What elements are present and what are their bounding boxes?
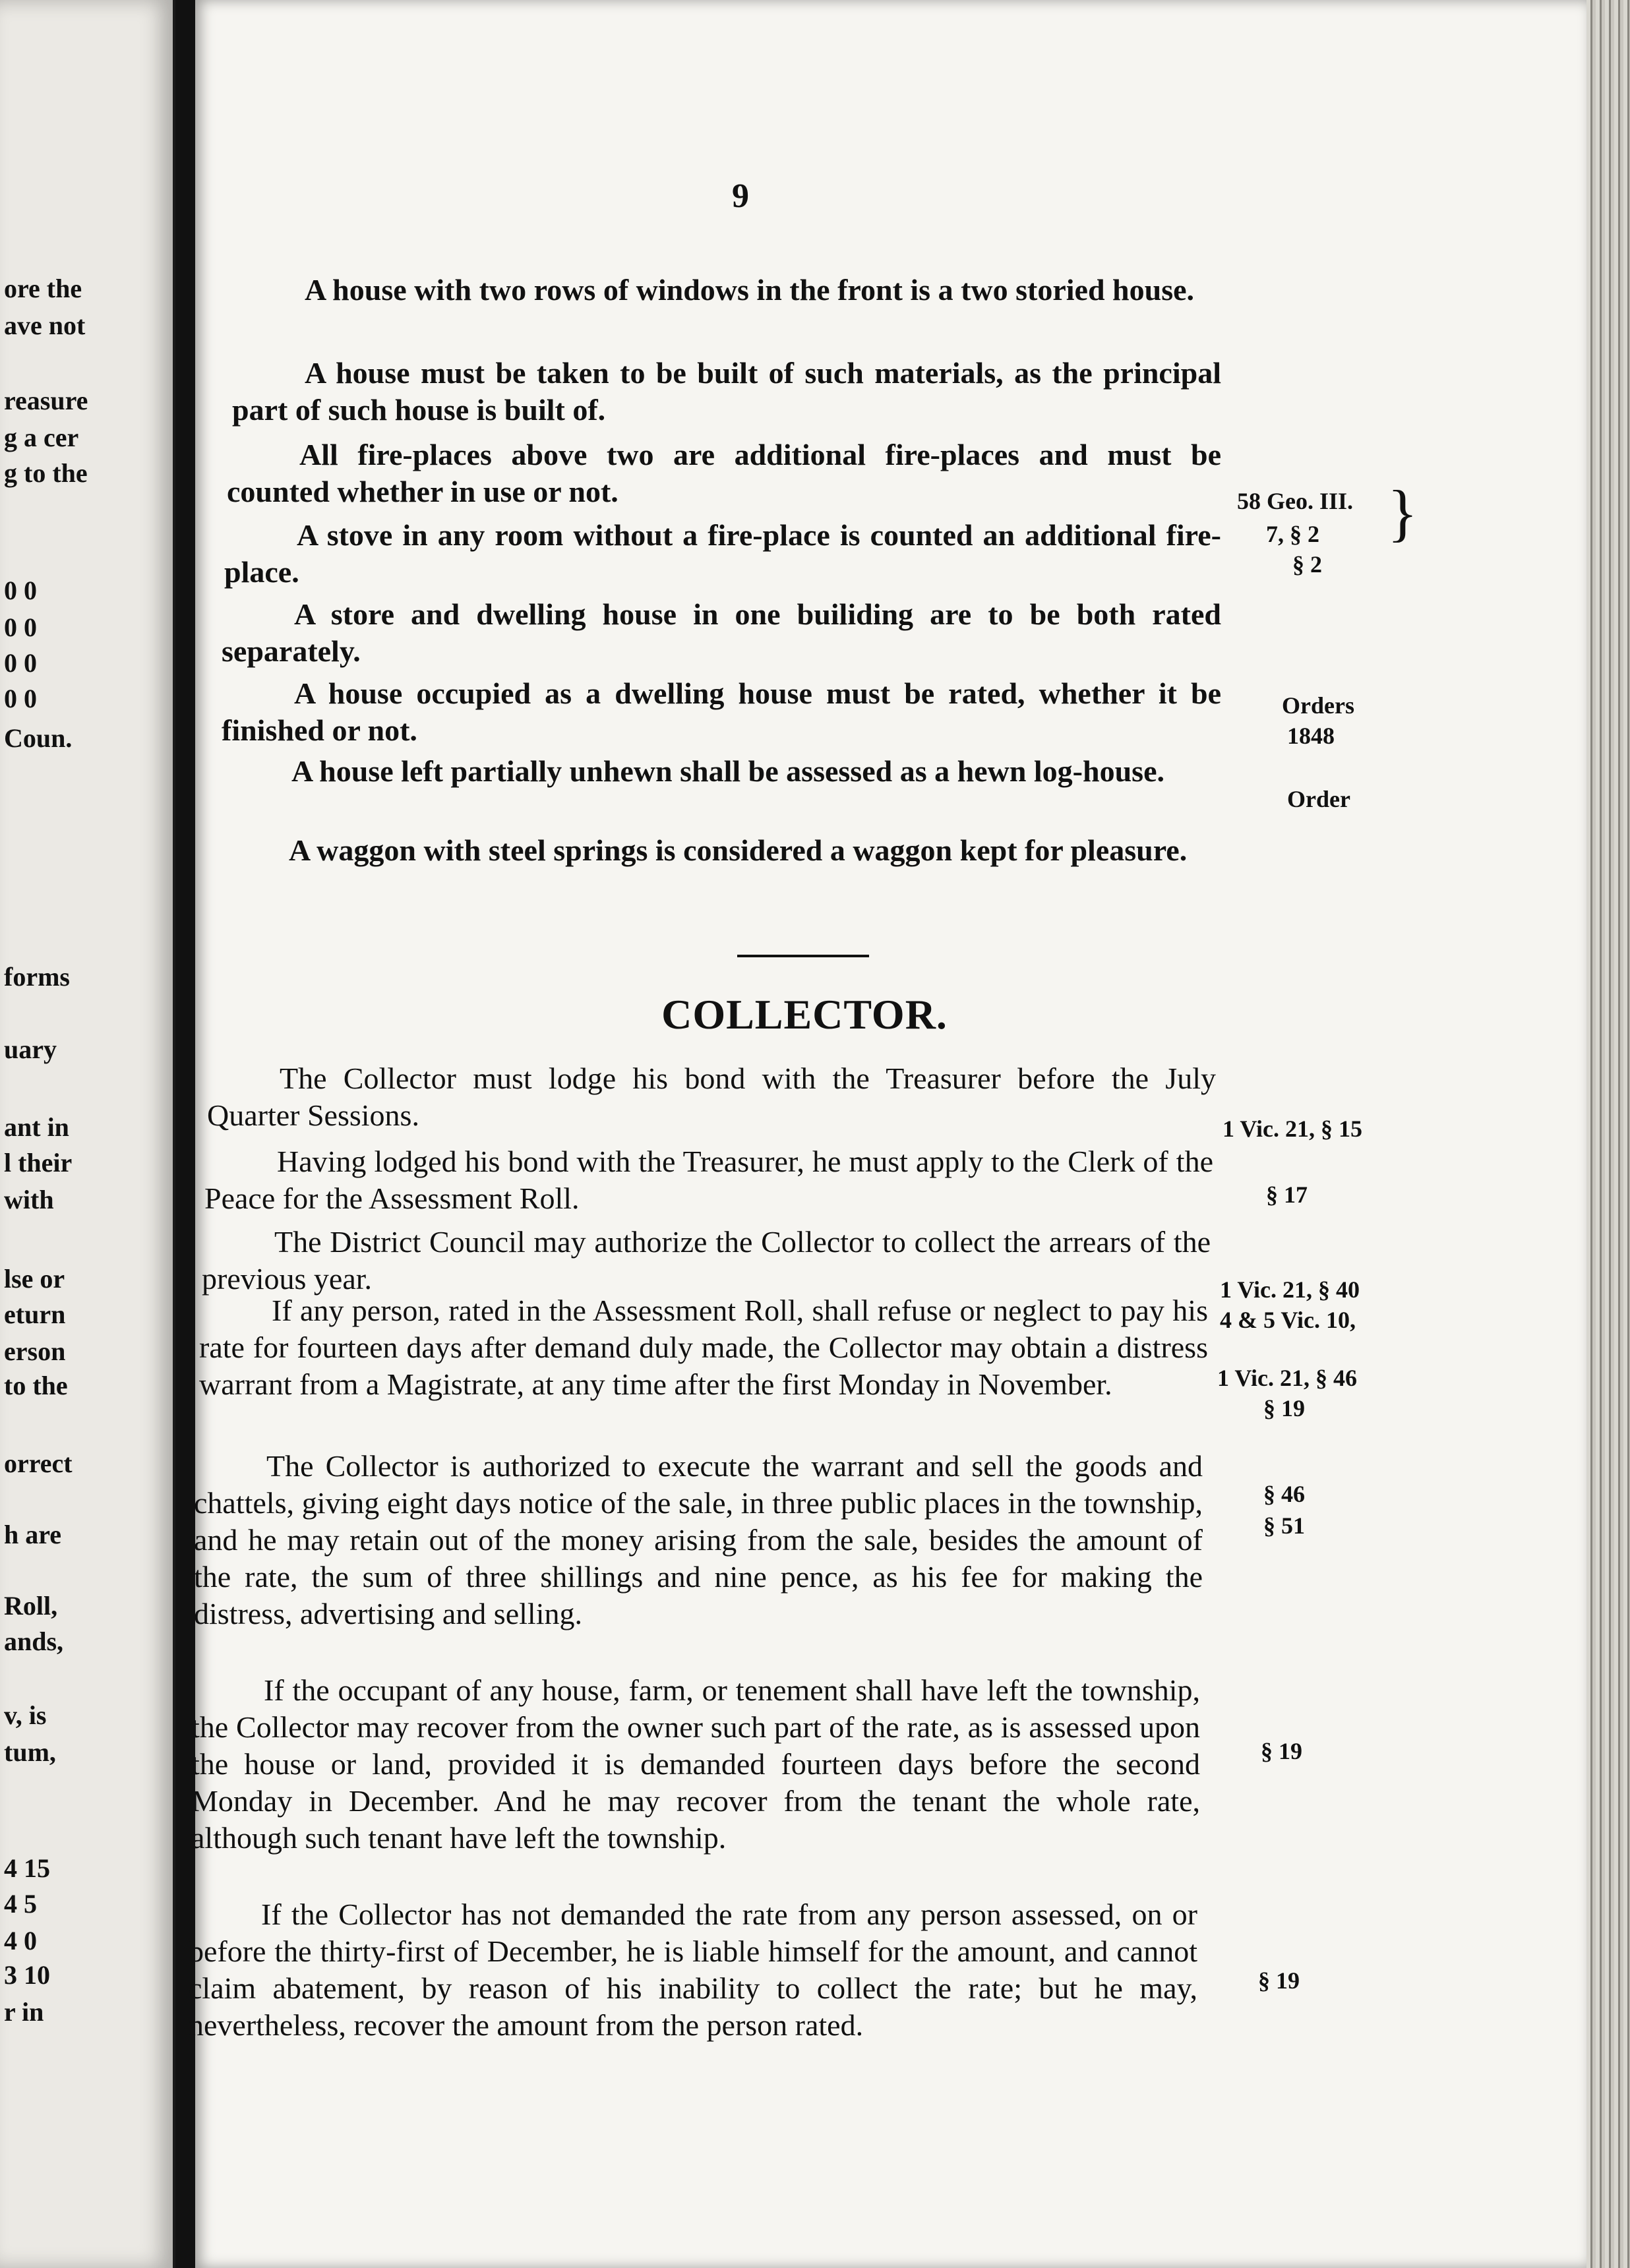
- margin-note: § 51: [1263, 1512, 1305, 1539]
- paragraph-distress-warrant: If any person, rated in the Assessment Roll, shall refuse or neglect to pay his rate for fourteen days after demand duly made, the Collector may obtain a distress warrant from a Magistrate, at any time after the first Monday in November.: [199, 1294, 1208, 1401]
- left-page-fragment: 4 5: [4, 1889, 37, 1919]
- paragraph-arrears: The District Council may authorize the Collector to collect the arrears of the previous year.: [202, 1225, 1211, 1296]
- left-page-fragment: orrect: [4, 1448, 73, 1478]
- margin-note: § 19: [1258, 1967, 1300, 1994]
- left-page-fragment: lse or: [4, 1264, 65, 1294]
- margin-note: 1 Vic. 21, § 46: [1217, 1365, 1357, 1391]
- left-page-fragment: 0 0: [4, 576, 37, 605]
- left-page-fragment: 4 0: [4, 1926, 37, 1955]
- paragraph-unhewn-house: A house left partially unhewn shall be assessed as a hewn log-house.: [291, 754, 1164, 788]
- margin-note: 58 Geo. III.: [1237, 488, 1354, 514]
- left-page-fragment: ore the: [4, 274, 82, 303]
- margin-note: 1 Vic. 21, § 40: [1220, 1276, 1360, 1303]
- margin-note: 4 & 5 Vic. 10,: [1220, 1307, 1356, 1333]
- margin-note: § 46: [1263, 1481, 1305, 1507]
- left-page-fragment: with: [4, 1185, 54, 1214]
- left-page-fragment: h are: [4, 1520, 62, 1549]
- margin-note: 1848: [1287, 723, 1335, 749]
- left-page-fragment: v, is: [4, 1700, 47, 1730]
- left-page-fragment: eturn: [4, 1299, 66, 1329]
- left-page-fragment: 0 0: [4, 612, 37, 642]
- left-page-fragment: r in: [4, 1997, 44, 2027]
- left-page-fragment: to the: [4, 1371, 68, 1400]
- margin-note: § 2: [1292, 551, 1322, 578]
- paragraph-stove: A stove in any room without a fire-place is counted an additional fire-place.: [224, 518, 1221, 589]
- left-page-fragment: ave not: [4, 311, 86, 340]
- page-stack-edge: [1586, 0, 1630, 2268]
- margin-note: § 19: [1261, 1738, 1302, 1764]
- left-page-fragment: 0 0: [4, 648, 37, 678]
- left-page-fragment: erson: [4, 1336, 66, 1366]
- left-page-fragment: Roll,: [4, 1591, 58, 1621]
- margin-note: Orders: [1282, 692, 1354, 719]
- left-page-fragment: g to the: [4, 458, 88, 488]
- margin-note: 1 Vic. 21, § 15: [1222, 1116, 1362, 1142]
- left-page-fragment: forms: [4, 962, 70, 992]
- left-page-fragment: 3 10: [4, 1960, 50, 1990]
- page-number: 9: [732, 177, 749, 215]
- left-page-fragment: g a cer: [4, 423, 79, 452]
- paragraph-two-storied-house: A house with two rows of windows in the front is a two storied house.: [305, 273, 1195, 307]
- section-heading: COLLECTOR.: [661, 991, 948, 1038]
- left-page-fragment: 0 0: [4, 684, 37, 713]
- left-page-fragment: l their: [4, 1148, 73, 1178]
- margin-note: 7, § 2: [1266, 521, 1319, 547]
- margin-brace: }: [1387, 477, 1418, 548]
- paragraph-waggon: A waggon with steel springs is considered a waggon kept for pleasure.: [289, 833, 1188, 867]
- paragraph-building-materials: A house must be taken to be built of such materials, as the principal part of such house is built of.: [232, 356, 1221, 427]
- adjacent-page-strip: [0, 0, 175, 2268]
- margin-note: § 19: [1263, 1395, 1305, 1421]
- left-page-fragment: uary: [4, 1034, 57, 1064]
- paragraph-occupant-left: If the occupant of any house, farm, or tenement shall have left the township, the Collector may recover from the owner such part of the rate, as is assessed upon the house or land, provided it is demanded fourteen days before the second Monday in December. And he may recover from the tenant the whole rate, although such tenant have left the township.: [191, 1673, 1200, 1855]
- left-page-fragment: ant in: [4, 1112, 69, 1142]
- paragraph-fire-places: All fire-places above two are additional fire-places and must be counted whether in use or not.: [227, 438, 1221, 508]
- paragraph-collector-bond: The Collector must lodge his bond with the Treasurer before the July Quarter Sessions.: [207, 1061, 1216, 1132]
- left-page-fragment: ands,: [4, 1626, 64, 1656]
- paragraph-execute-warrant: The Collector is authorized to execute the warrant and sell the goods and chattels, giving eight days notice of the sale, in three public places in the township, and he may retain out of the money arising from the sale, besides the amount of the rate, the sum of three shillings and nine pence, as his fee for making the distress, advertising and selling.: [194, 1449, 1203, 1630]
- left-page-fragment: Coun.: [4, 723, 73, 753]
- paragraph-liability: If the Collector has not demanded the rate from any person assessed, on or before the thirty-first of December, he is liable himself for the amount, and cannot claim abatement, by reason of his inability to collect the rate; but he may, nevertheless, recover the amount from the person rated.: [189, 1897, 1197, 2042]
- margin-note: § 17: [1266, 1181, 1308, 1208]
- margin-note: Order: [1287, 786, 1350, 812]
- left-page-fragment: reasure: [4, 386, 88, 415]
- section-rule: [737, 955, 869, 957]
- left-page-fragment: tum,: [4, 1737, 56, 1767]
- paragraph-store-dwelling: A store and dwelling house in one builiding are to be both rated separately.: [222, 597, 1221, 668]
- left-page-fragment: 4 15: [4, 1853, 50, 1883]
- paragraph-occupied-house: A house occupied as a dwelling house must be rated, whether it be finished or not.: [222, 676, 1221, 747]
- paragraph-assessment-roll: Having lodged his bond with the Treasurer, he must apply to the Clerk of the Peace for the Assessment Roll.: [204, 1145, 1213, 1215]
